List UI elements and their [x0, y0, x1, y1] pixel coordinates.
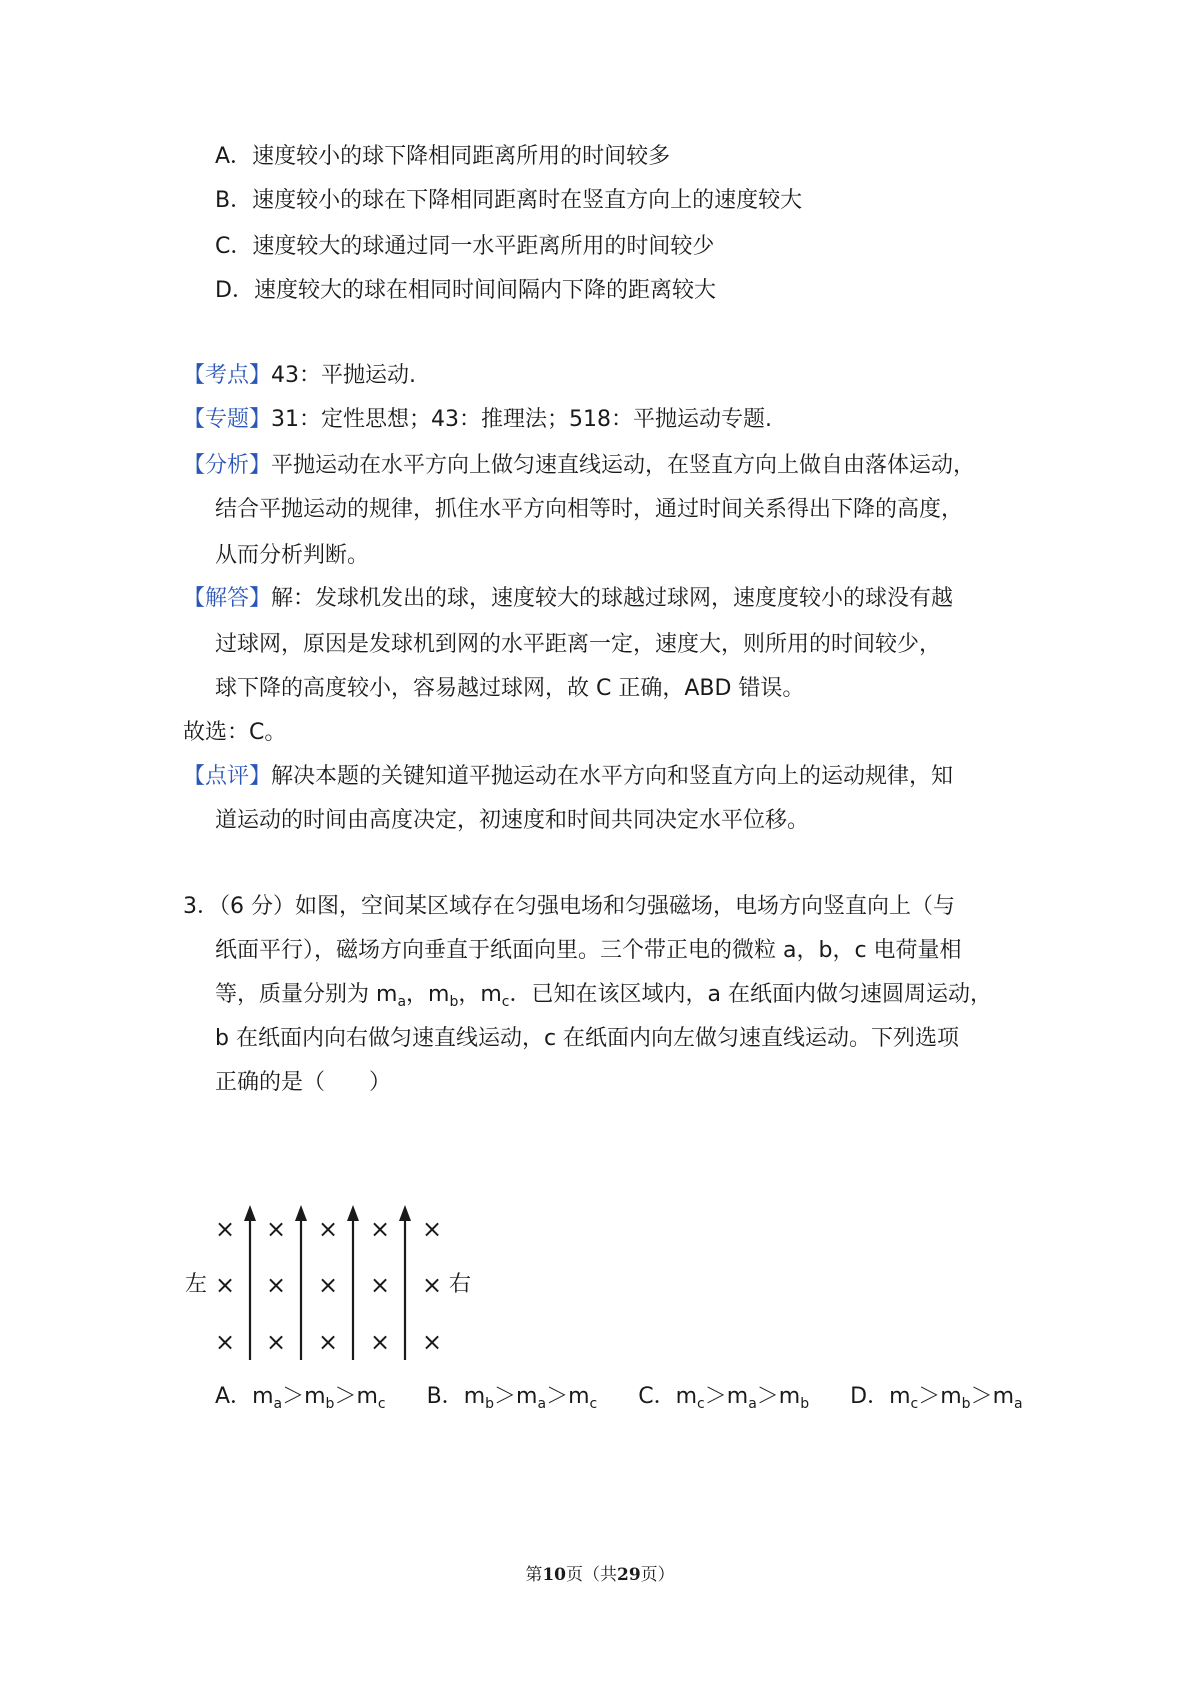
- cross-mark: ×: [214, 1328, 236, 1356]
- fenxi-tag: 【分析】: [183, 453, 272, 478]
- cross-mark: ×: [214, 1271, 236, 1299]
- subscript: a: [748, 1396, 757, 1412]
- cross-mark: ×: [214, 1215, 236, 1243]
- option-b: [215, 186, 802, 216]
- arrow-head: [399, 1205, 411, 1221]
- mass-symbol: m: [304, 1384, 326, 1409]
- footer-text: 页（共: [566, 1565, 617, 1585]
- cross-mark: ×: [369, 1328, 391, 1356]
- question3-choices: [215, 1382, 1057, 1414]
- cross-mark: ×: [421, 1328, 443, 1356]
- zhuanti-section: [183, 405, 772, 435]
- option-d: [215, 276, 716, 306]
- mass-symbol: m: [992, 1384, 1015, 1409]
- subscript: c: [501, 994, 510, 1010]
- dianping-tag: 【点评】: [183, 764, 272, 789]
- question-text: ．已知在该区域内，a 在纸面内做匀速圆周运动，: [509, 982, 992, 1007]
- kaodian-tag: 【考点】: [183, 363, 272, 388]
- zhuanti-text: 31：定性思想；43：推理法；518：平抛运动专题.: [271, 407, 772, 432]
- cross-mark: ×: [421, 1215, 443, 1243]
- gt-symbol: ＞: [756, 1384, 779, 1409]
- kaodian-text: 43：平抛运动.: [271, 363, 417, 388]
- dianping-section: [183, 762, 953, 792]
- question-score: （6 分）: [219, 894, 295, 919]
- choice-letter: B．: [426, 1384, 464, 1409]
- mass-symbol: m: [568, 1384, 590, 1409]
- option-text: 速度较小的球下降相同距离所用的时间较多: [252, 144, 671, 169]
- arrow-head: [295, 1205, 307, 1221]
- option-text: 速度较小的球在下降相同距离时在竖直方向上的速度较大: [252, 188, 803, 213]
- gt-symbol: ＞: [334, 1384, 357, 1409]
- option-letter: A．: [215, 144, 253, 169]
- subscript: a: [1014, 1396, 1023, 1412]
- subscript: c: [697, 1396, 705, 1412]
- option-a: [215, 142, 670, 172]
- left-label: 左: [185, 1272, 208, 1297]
- kaodian-section: [183, 361, 416, 391]
- answer-line: 故选：C。: [183, 720, 287, 745]
- gt-symbol: ＞: [918, 1384, 941, 1409]
- question-text: 如图，空间某区域存在匀强电场和匀强磁场，电场方向竖直向上（与: [295, 894, 956, 919]
- subscript: c: [910, 1396, 919, 1412]
- option-c: [215, 232, 714, 262]
- fenxi-line: 平抛运动在水平方向上做匀速直线运动，在竖直方向上做自由落体运动，: [271, 453, 976, 478]
- question3-line1: [183, 892, 955, 922]
- subscript: a: [397, 994, 407, 1010]
- question-text: 等，质量分别为 m: [215, 982, 398, 1007]
- choice-b[interactable]: [427, 1382, 598, 1414]
- subscript: b: [800, 1396, 810, 1412]
- right-label: 右: [449, 1272, 472, 1297]
- choice-letter: C．: [638, 1384, 676, 1409]
- choice-letter: D．: [850, 1384, 890, 1409]
- dianping-line: 道运动的时间由高度决定，初速度和时间共同决定水平位移。: [215, 808, 810, 833]
- mass-symbol: m: [356, 1384, 378, 1409]
- mass-symbol: m: [463, 1384, 486, 1409]
- mass-symbol: m: [675, 1384, 698, 1409]
- cross-mark: ×: [421, 1271, 443, 1299]
- mass-symbol: m: [516, 1384, 538, 1409]
- question-text: 纸面平行），磁场方向垂直于纸面向里。三个带正电的微粒 a，b，c 电荷量相: [215, 938, 962, 963]
- page-number: 10: [542, 1565, 566, 1585]
- mass-symbol: m: [889, 1384, 911, 1409]
- mass-symbol: m: [778, 1384, 801, 1409]
- cross-mark: ×: [317, 1328, 339, 1356]
- jieda-line: 球下降的高度较小，容易越过球网，故 C 正确，ABD 错误。: [215, 676, 805, 701]
- dianping-line: 解决本题的关键知道平抛运动在水平方向和竖直方向上的运动规律，知: [271, 764, 954, 789]
- jieda-line: 解：发球机发出的球，速度较大的球越过球网，速度度较小的球没有越: [271, 586, 954, 611]
- cross-mark: ×: [369, 1215, 391, 1243]
- mass-symbol: m: [940, 1384, 962, 1409]
- question-text: 正确的是（ ）: [215, 1070, 392, 1095]
- mass-symbol: m: [726, 1384, 749, 1409]
- jieda-line: 过球网，原因是发球机到网的水平距离一定，速度大，则所用的时间较少，: [215, 632, 942, 657]
- subscript: c: [589, 1396, 598, 1412]
- subscript: b: [449, 994, 459, 1010]
- page-footer: [0, 1560, 1200, 1585]
- jieda-tag: 【解答】: [183, 586, 272, 611]
- choice-letter: A．: [215, 1384, 253, 1409]
- question3-line3: [215, 980, 992, 1012]
- cross-mark: ×: [369, 1271, 391, 1299]
- option-text: 速度较大的球在相同时间间隔内下降的距离较大: [253, 278, 716, 303]
- footer-text: 第: [525, 1565, 543, 1585]
- option-letter: D．: [215, 278, 254, 303]
- gt-symbol: ＞: [282, 1384, 305, 1409]
- cross-mark: ×: [317, 1215, 339, 1243]
- footer-text: 页）: [640, 1565, 675, 1585]
- fenxi-line: 结合平抛运动的规律，抓住水平方向相等时，通过时间关系得出下降的高度，: [215, 497, 964, 522]
- option-text: 速度较大的球通过同一水平距离所用的时间较少: [252, 234, 715, 259]
- subscript: b: [485, 1396, 495, 1412]
- choice-c[interactable]: [638, 1382, 809, 1414]
- subscript: a: [537, 1396, 547, 1412]
- fenxi-line: 从而分析判断。: [215, 543, 370, 568]
- cross-mark: ×: [265, 1328, 287, 1356]
- subscript: c: [377, 1396, 386, 1412]
- subscript: a: [273, 1396, 283, 1412]
- page-total: 29: [617, 1565, 641, 1585]
- gt-symbol: ＞: [546, 1384, 569, 1409]
- question-number: 3．: [183, 894, 219, 919]
- cross-mark: ×: [265, 1271, 287, 1299]
- subscript: b: [961, 1396, 971, 1412]
- choice-a[interactable]: [215, 1382, 386, 1414]
- jieda-section: [183, 584, 953, 614]
- arrow-head: [244, 1205, 256, 1221]
- arrow-head: [347, 1205, 359, 1221]
- gt-symbol: ＞: [970, 1384, 993, 1409]
- gt-symbol: ＞: [494, 1384, 517, 1409]
- question-text: b 在纸面内向右做匀速直线运动，c 在纸面内向左做匀速直线运动。下列选项: [215, 1026, 960, 1051]
- cross-mark: ×: [265, 1215, 287, 1243]
- zhuanti-tag: 【专题】: [183, 407, 272, 432]
- question-text: ，m: [406, 982, 450, 1007]
- mass-symbol: m: [252, 1384, 274, 1409]
- option-letter: B．: [215, 188, 253, 213]
- choice-d[interactable]: [850, 1382, 1022, 1414]
- question-text: ，m: [458, 982, 502, 1007]
- subscript: b: [325, 1396, 335, 1412]
- option-letter: C．: [215, 234, 253, 259]
- cross-mark: ×: [317, 1271, 339, 1299]
- fenxi-section: [183, 451, 975, 481]
- gt-symbol: ＞: [704, 1384, 727, 1409]
- field-diagram: [183, 1195, 503, 1365]
